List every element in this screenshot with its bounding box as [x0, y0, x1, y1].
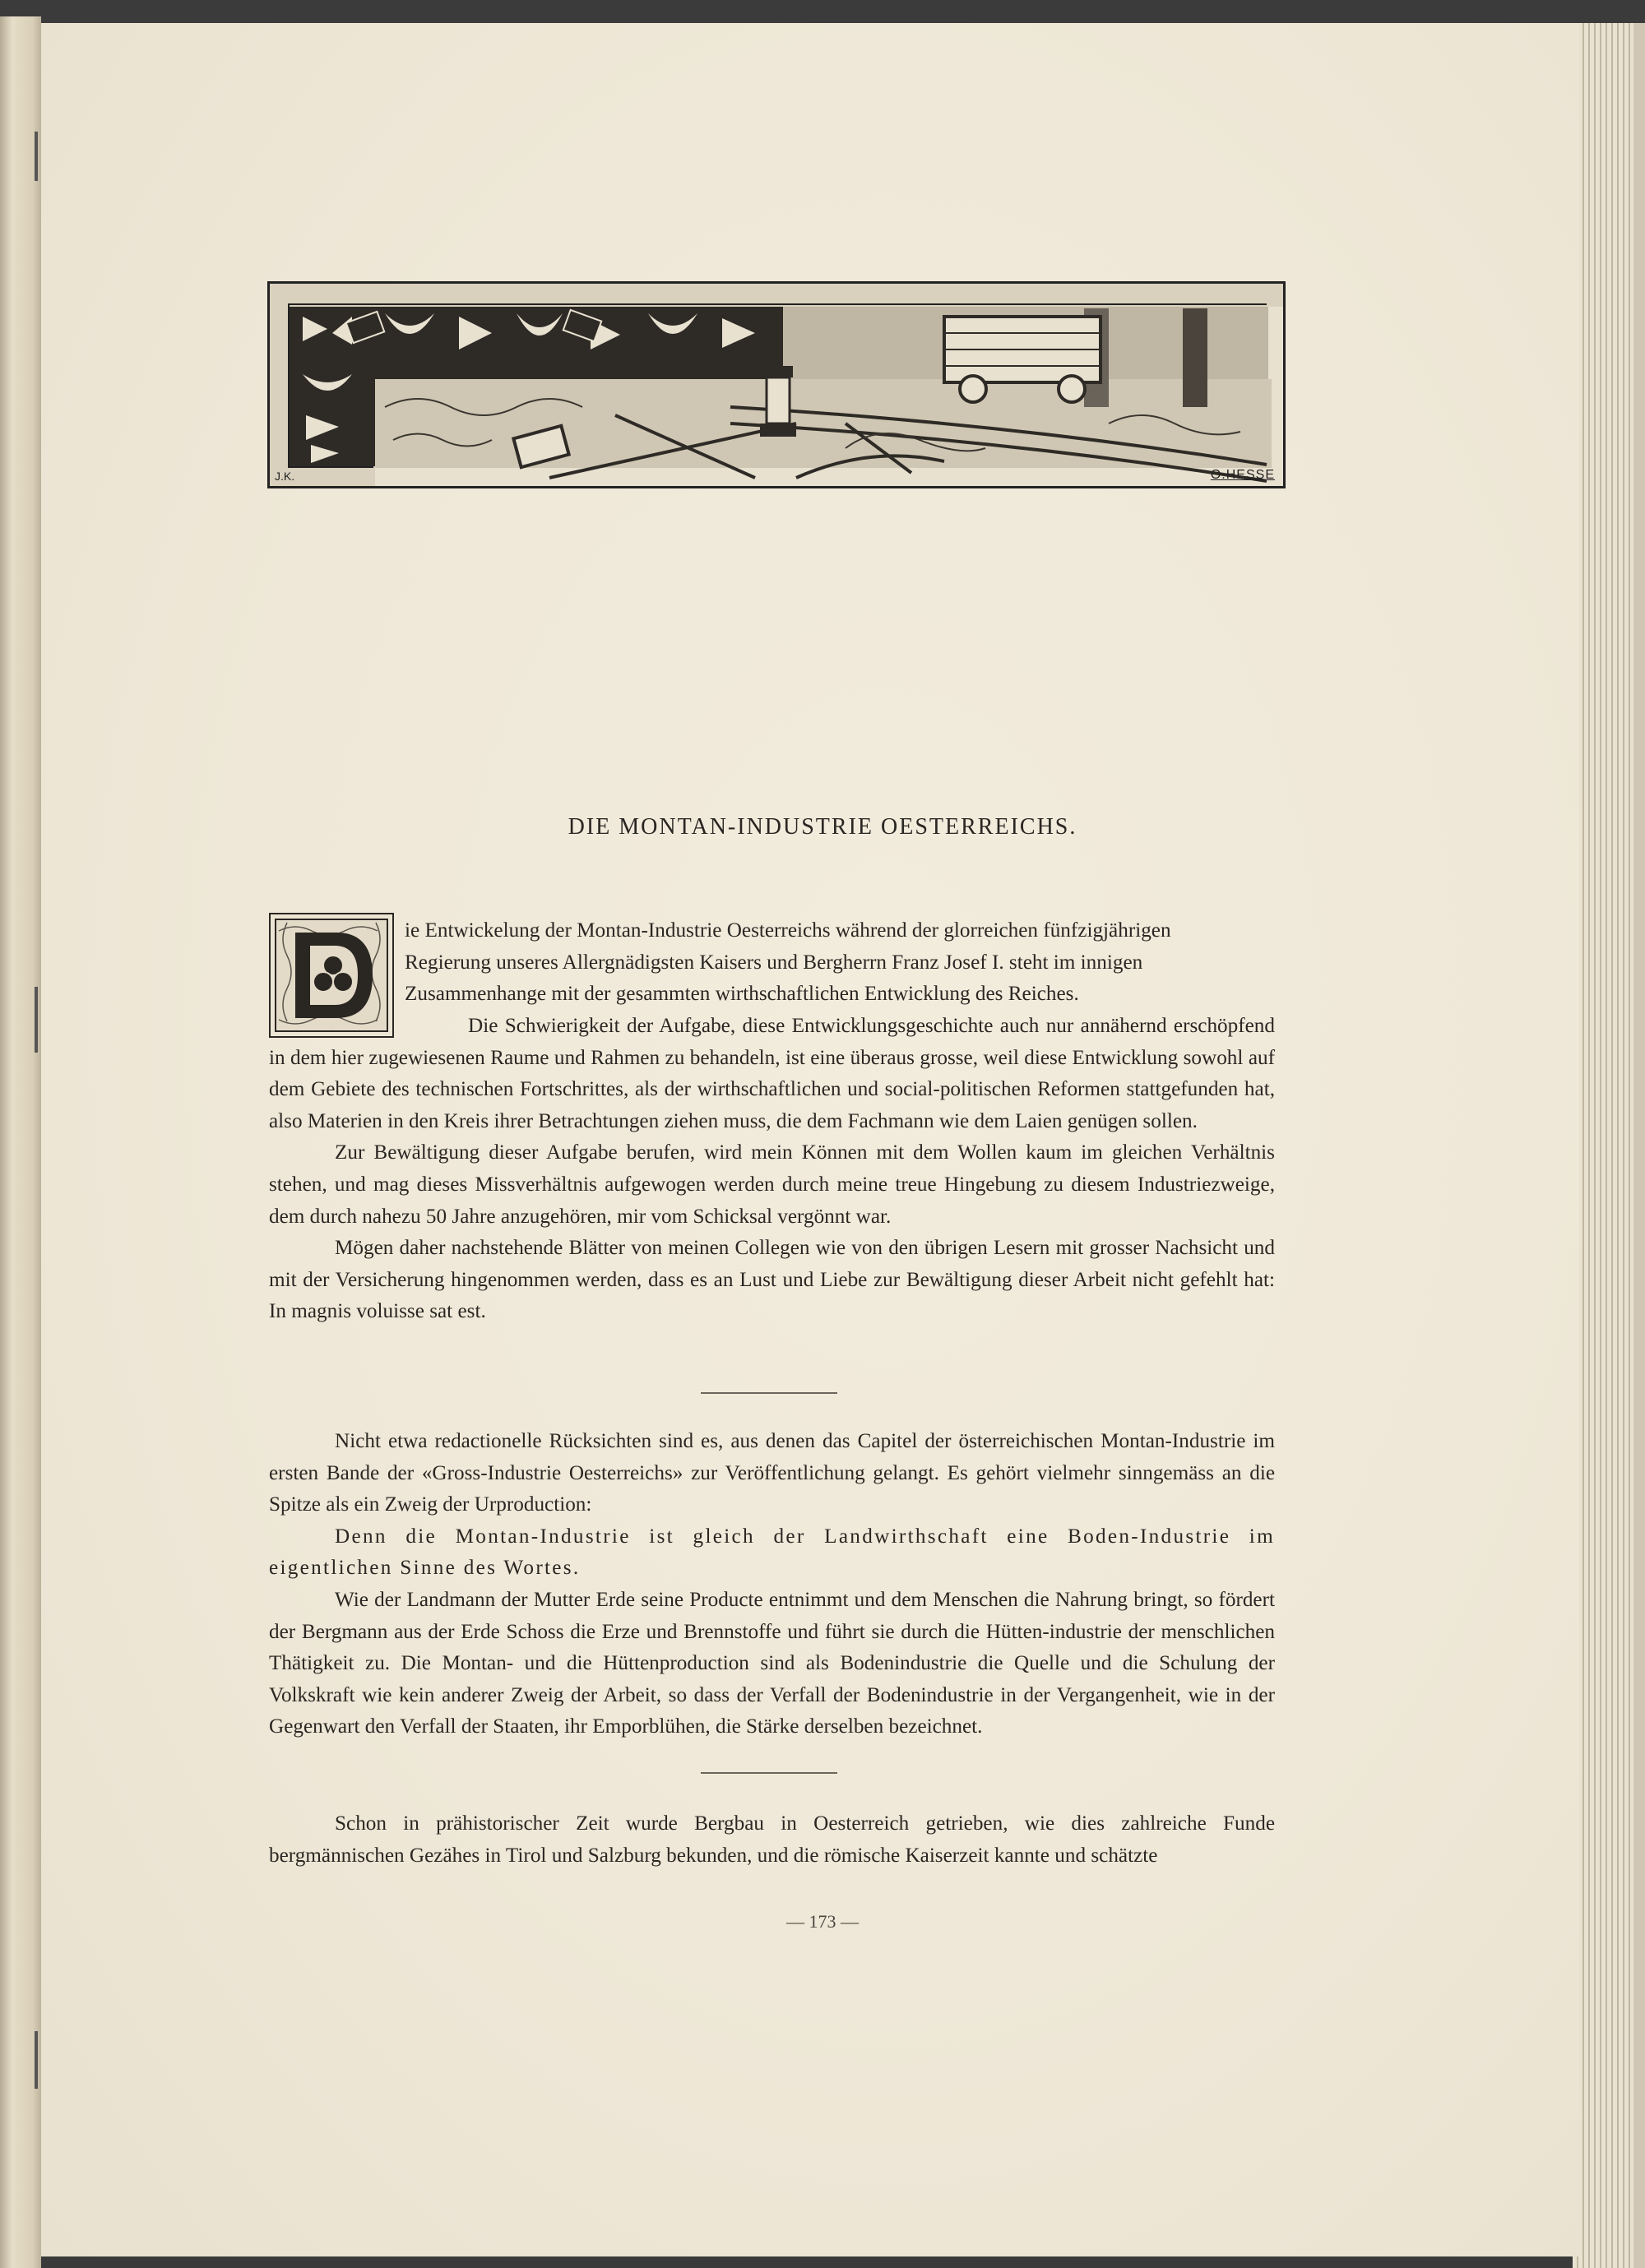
paragraph-5: Nicht etwa redactionelle Rücksichten sind es, aus denen das Capitel der österreichischen Montan-Industrie im ersten Bande der «Gross-Industrie Oesterreichs» zur Veröffentlichung gelangt. Es gehört vielmehr sinngemäss an die Spitze als ein Zweig der Urproduction: — [269, 1430, 1275, 1516]
paragraph-1-line-1: ie Entwickelung der Montan-Industrie Oesterreichs während der glorreichen fünfzigjährigen — [405, 919, 1171, 942]
engraver-initials: J.K. — [275, 470, 295, 483]
paragraph-2: Die Schwierigkeit der Aufgabe, diese Entwicklungsgeschichte auch nur annähernd erschöpfend in dem hier zugewiesenen Raume und Rahmen zu behandeln, ist eine überaus grosse, weil diese Entwicklung sowohl auf dem Gebiete des technischen Fortschrittes, als der wirthschaftlichen und social-politischen Reformen stattgefunden hat, also Materien in den Kreis ihrer Betrachtungen ziehen muss, die dem Fachmann wie dem Laien genügen sollen. — [269, 1015, 1275, 1132]
section-divider-1 — [701, 1392, 837, 1394]
paragraph-7: Wie der Landmann der Mutter Erde seine Producte entnimmt und dem Menschen die Nahrung bringt, so fördert der Bergmann aus der Erde Schoss die Erze und Brennstoffe und führt sie durch die Hütten-industrie der menschlichen Thätigkeit zu. Die Montan- und die Hüttenproduction sind als Bodenindustrie die Quelle und die Schulung der Volkskraft wie kein anderer Zweig der Arbeit, so dass der Verfall der Bodenindustrie in der Vergangenheit, wie in der Gegenwart den Verfall der Staaten, ihr Emporblühen, die Stärke derselben bezeichnet. — [269, 1588, 1275, 1738]
artist-signature: O.HESSE — [1210, 468, 1275, 482]
section-divider-2 — [701, 1772, 837, 1774]
paragraph-1-line-2: Regierung unseres Allergnädigsten Kaisers und Bergherrn Franz Josef I. steht im innigen — [405, 951, 1143, 974]
paragraph-8: Schon in prähistorischer Zeit wurde Bergbau in Oesterreich getrieben, wie dies zahlreiche Funde bergmännischen Gezähes in Tirol und Salzburg bekunden, und die römische Kaiserzeit kannte und schätzte — [269, 1812, 1275, 1867]
page-number: — 173 — — [786, 1911, 859, 1932]
vignette-drawing — [270, 284, 1283, 486]
intro-body — [269, 1011, 1275, 1328]
paragraph-3: Zur Bewältigung dieser Aufgabe berufen, wird mein Können mit dem Wollen kaum im gleichen Verhältnis stehen, und mag dieses Missverhältnis aufgewogen werden durch meine treue Hingebung zu diesem Industriezweige, dem durch nahezu 50 Jahre anzugehören, mir vom Schicksal vergönnt war. — [269, 1141, 1275, 1228]
paragraph-1 — [405, 915, 1275, 1011]
header-vignette-mining-illustration — [267, 281, 1286, 488]
section-body — [269, 1426, 1275, 1743]
chapter-title: DIE MONTAN-INDUSTRIE OESTERREICHS. — [568, 814, 1077, 840]
paragraph-1-line-3: Zusammenhange mit der gesammten wirthschaftlichen Entwicklung des Reiches. — [405, 983, 1079, 1006]
paragraph-4: Mögen daher nachstehende Blätter von meinen Collegen wie von den übrigen Lesern mit grosser Nachsicht und mit der Versicherung hingenommen werden, dass es an Lust und Liebe zur Bewältigung dieser Arbeit nicht gefehlt hat: In magnis voluisse sat est. — [269, 1237, 1275, 1323]
closing-body — [269, 1808, 1275, 1872]
paragraph-6: Denn die Montan-Industrie ist gleich der Landwirthschaft eine Boden-Industrie im eigentlichen Sinne des Wortes. — [269, 1525, 1275, 1580]
